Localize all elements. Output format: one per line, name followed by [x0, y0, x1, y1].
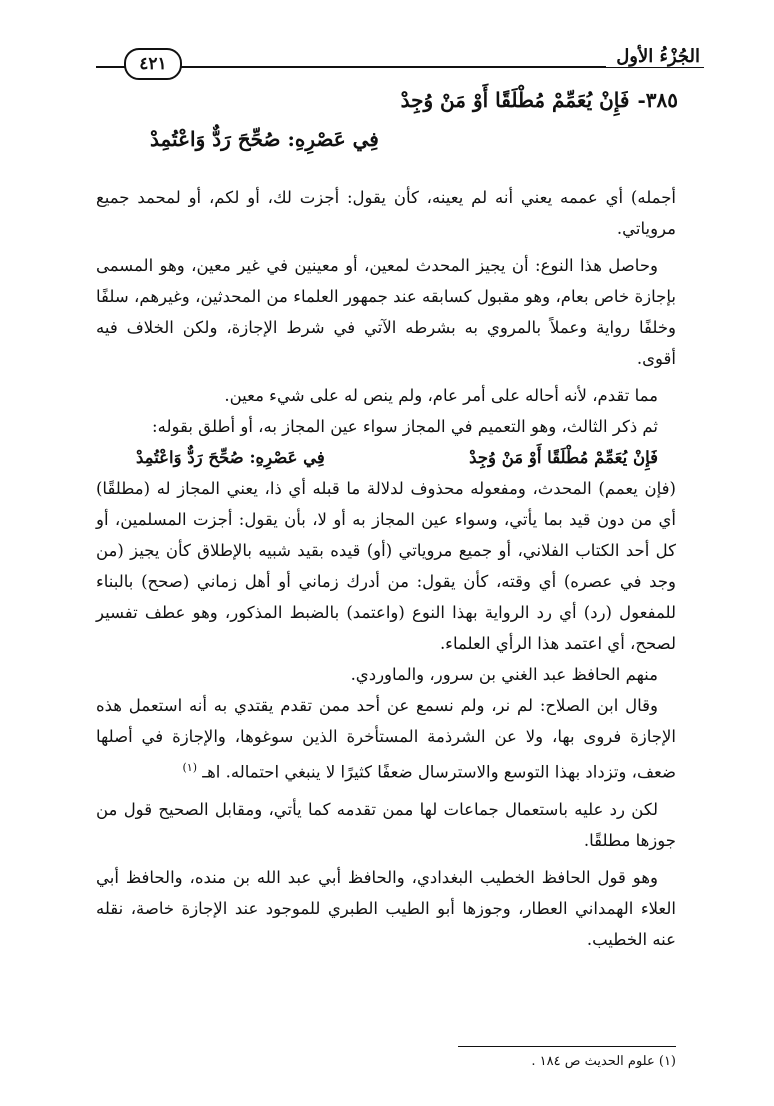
page-number: ٤٢١	[124, 48, 182, 80]
footnote: (١) علوم الحديث ص ١٨٤ .	[531, 1054, 676, 1069]
paragraph-2: وحاصل هذا النوع: أن يجيز المحدث لمعين، أو معينين في غير معين، وهو المسمى بإجازة خاص بعام، وهو مقبول كسابقه عند جمهور العلماء من المحدثين، وغيرهم، سلفًا وخلفًا رواية وعملاً بالمروي به بشرطه الآتي في شرط الإجازة، ولكن الخلاف فيه أقوى.	[96, 256, 676, 368]
paragraph-8: لكن رد عليه باستعمال جماعات لها ممن تقدمه كما يأتي، ومقابل الصحيح قول من جوزها مطلقًا.	[96, 799, 676, 850]
verse-line-2: فِي عَصْرِهِ: صُحِّحَ رَدٌّ وَاعْتُمِدْ	[150, 127, 379, 151]
footnote-marker: (١)	[182, 761, 198, 774]
footnote-rule	[458, 1046, 676, 1047]
part-title: الجُزْءُ الأول	[606, 46, 704, 67]
paragraph-4: ثم ذكر الثالث، وهو التعميم في المجاز سواء عين المجاز به، أو أطلق بقوله:	[152, 417, 658, 436]
verse-line-1: فَإِنْ يُعَمِّمْ مُطْلَقًا أَوْ مَنْ وُجِدْ	[400, 88, 630, 112]
paragraph-7-text: وقال ابن الصلاح: لم نر، ولم نسمع عن أحد ممن تقدم يقتدي به أنه استعمل هذه الإجازة فروى بها، ولا عن الشرذمة المستأخرة الذين سوغوها، والإجازة في أصلها ضعف، وتزداد بهذا التوسع والاسترسال ضعفًا كثيرًا لا ينبغي احتماله. اهـ	[96, 696, 676, 782]
paragraph-5: (فإن يعمم) المحدث، ومفعوله محذوف لدلالة ما قبله أي ذا، يعني المجاز له (مطلقًا) أي من دون قيد بما يأتي، وسواء عين المجاز به أو لا، بأن يقول: أجزت المسلمين، أو كل أحد الكتاب الفلاني، أو جميع مروياتي (أو) قيده بقيد شبيه بالإطلاق كأن يجيز (من وجد في عصره) أي وقته، كأن يقول: من أدرك زماني أو أهل زماني (صحح) بالبناء للمفعول (رد) أي رد الرواية بهذا النوع (واعتمد) بالضبط المذكور، وهو عطف تفسير لصحح، أي اعتمد هذا الرأي العلماء.	[96, 479, 676, 653]
paragraph-6: منهم الحافظ عبد الغني بن سرور، والماوردي.	[350, 665, 658, 684]
verse-number: ٣٨٥-	[637, 88, 678, 112]
verse-quote	[96, 442, 676, 473]
verse-quote-line-1: فَإِنْ يُعَمِّمْ مُطْلَقًا أَوْ مَنْ وُجِدْ	[469, 448, 658, 467]
main-text	[96, 182, 676, 955]
verse-quote-line-2: فِي عَصْرِهِ: صُحِّحَ رَدٌّ وَاعْتُمِدْ	[136, 448, 325, 467]
paragraph-7	[96, 690, 676, 788]
page-header	[96, 42, 704, 82]
verse-heading	[401, 88, 678, 112]
paragraph-9: وهو قول الحافظ الخطيب البغدادي، والحافظ أبي عبد الله بن منده، والحافظ أبي العلاء الهمداني العطار، وجوزها أبو الطيب الطبري للموجود عند الإجازة خاصة، نقله عنه الخطيب.	[96, 867, 676, 949]
paragraph-3: مما تقدم، لأنه أحاله على أمر عام، ولم ينص له على شيء معين.	[224, 386, 658, 405]
paragraph-1: أجمله) أي عممه يعني أنه لم يعينه، كأن يقول: أجزت لك، أو لكم، أو لمحمد جميع مروياتي.	[96, 188, 676, 238]
